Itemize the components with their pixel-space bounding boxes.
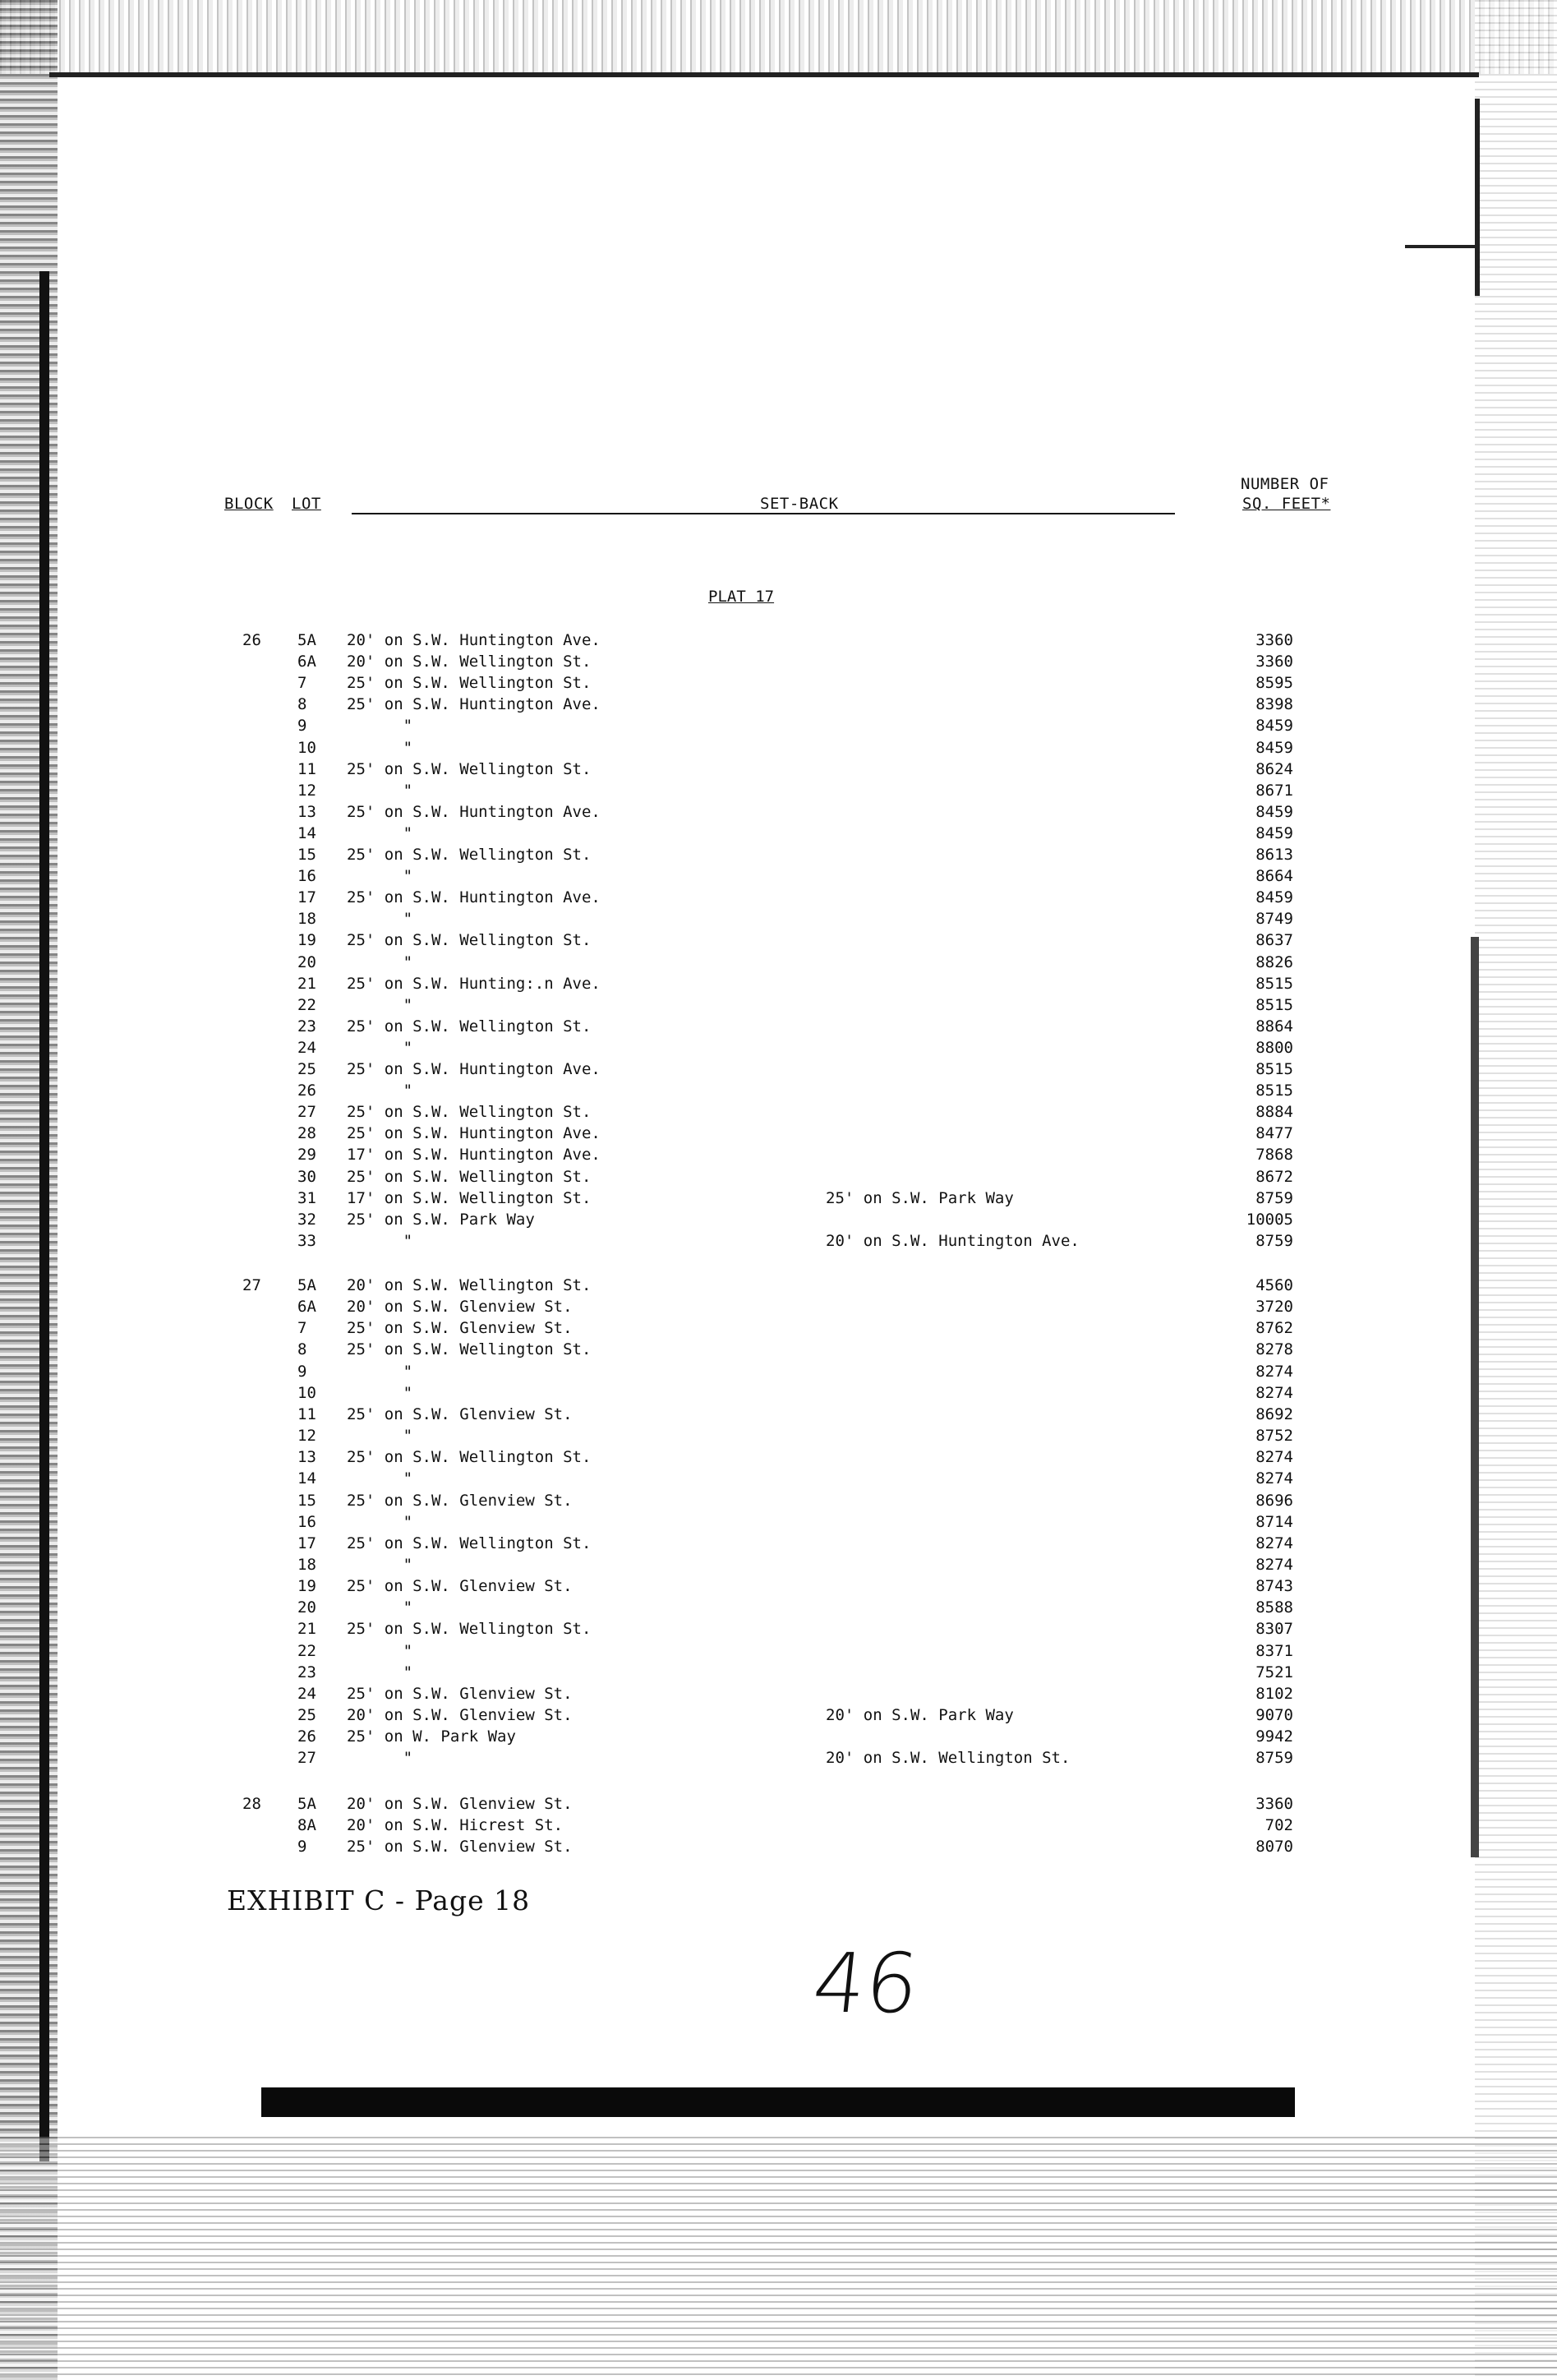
row-lot: 18 (297, 1555, 316, 1574)
table-row (0, 1533, 1557, 1554)
row-setback: 20' on S.W. Wellington St. (347, 1276, 592, 1294)
table-row (0, 1490, 1557, 1511)
row-setback: " (347, 1512, 413, 1531)
page-footer: EXHIBIT C - Page 18 (227, 1884, 531, 1916)
row-setback: 25' on S.W. Wellington St. (347, 1534, 592, 1552)
table-row (0, 1296, 1557, 1317)
row-setback-secondary: 20' on S.W. Park Way (826, 1706, 1014, 1724)
table-row (0, 1597, 1557, 1618)
row-lot: 32 (297, 1210, 316, 1229)
table-row (0, 1704, 1557, 1726)
row-lot: 7 (297, 1319, 307, 1338)
row-lot: 8 (297, 1340, 307, 1359)
table-row (0, 694, 1557, 715)
header-block: BLOCK (224, 495, 274, 513)
row-setback: 25' on S.W. Huntington Ave. (347, 1060, 601, 1078)
table-row (0, 823, 1557, 844)
row-setback: " (347, 738, 413, 757)
row-lot: 15 (297, 846, 316, 864)
row-setback: " (347, 995, 413, 1014)
row-setback: " (347, 1038, 413, 1057)
table-row (0, 1230, 1557, 1252)
row-lot: 14 (297, 823, 316, 842)
row-lot: 27 (297, 1103, 316, 1122)
row-lot: 9 (297, 1362, 307, 1381)
row-sq-feet: 8274 (1255, 1448, 1293, 1467)
row-lot: 21 (297, 1620, 316, 1639)
page-top-rule (49, 72, 1479, 77)
table-row (0, 1404, 1557, 1425)
row-sq-feet: 10005 (1246, 1210, 1293, 1229)
row-sq-feet: 7521 (1255, 1663, 1293, 1681)
row-setback: 20' on S.W. Glenview St. (347, 1298, 573, 1317)
row-sq-feet: 8459 (1255, 802, 1293, 821)
row-lot: 17 (297, 1534, 316, 1552)
row-lot: 7 (297, 674, 307, 693)
row-setback: 20' on S.W. Glenview St. (347, 1706, 573, 1724)
row-lot: 28 (297, 1124, 316, 1143)
table-row (0, 973, 1557, 994)
row-setback: 20' on S.W. Huntington Ave. (347, 631, 601, 649)
row-lot: 12 (297, 781, 316, 800)
row-sq-feet: 8624 (1255, 759, 1293, 778)
row-lot: 5A (297, 631, 316, 649)
table-row (0, 1080, 1557, 1101)
row-lot: 22 (297, 995, 316, 1014)
row-setback: " (347, 1082, 413, 1100)
row-lot: 14 (297, 1469, 316, 1488)
row-setback: " (347, 717, 413, 736)
table-row (0, 1059, 1557, 1080)
table-row (0, 1425, 1557, 1446)
row-lot: 15 (297, 1491, 316, 1510)
row-sq-feet: 8637 (1255, 931, 1293, 950)
table-row (0, 737, 1557, 759)
row-lot: 11 (297, 1404, 316, 1423)
row-sq-feet: 8762 (1255, 1319, 1293, 1338)
row-lot: 23 (297, 1663, 316, 1681)
row-setback: 25' on S.W. Glenview St. (347, 1404, 573, 1423)
row-sq-feet: 8274 (1255, 1469, 1293, 1488)
table-row (0, 1468, 1557, 1489)
row-setback: 20' on S.W. Wellington St. (347, 653, 592, 671)
row-sq-feet: 8515 (1255, 1060, 1293, 1078)
row-setback: " (347, 910, 413, 929)
row-sq-feet: 8800 (1255, 1038, 1293, 1057)
row-setback: 25' on S.W. Huntington Ave. (347, 802, 601, 821)
row-setback-secondary: 20' on S.W. Huntington Ave. (826, 1231, 1080, 1250)
row-sq-feet: 8588 (1255, 1598, 1293, 1617)
row-sq-feet: 8752 (1255, 1427, 1293, 1446)
table-row (0, 865, 1557, 887)
row-lot: 20 (297, 1598, 316, 1617)
row-lot: 12 (297, 1427, 316, 1446)
row-lot: 33 (297, 1231, 316, 1250)
row-setback: 25' on S.W. Wellington St. (347, 846, 592, 864)
row-sq-feet: 8864 (1255, 1017, 1293, 1035)
table-row (0, 1037, 1557, 1059)
row-sq-feet: 8696 (1255, 1491, 1293, 1510)
table-row (0, 780, 1557, 801)
table-row (0, 929, 1557, 951)
table-row (0, 1382, 1557, 1404)
row-setback: 25' on W. Park Way (347, 1727, 516, 1746)
row-sq-feet: 8398 (1255, 695, 1293, 714)
row-sq-feet: 7868 (1255, 1146, 1293, 1165)
row-lot: 5A (297, 1795, 316, 1813)
row-setback: " (347, 1383, 413, 1402)
row-block: 27 (242, 1276, 261, 1294)
row-lot: 16 (297, 1512, 316, 1531)
row-setback: " (347, 867, 413, 886)
row-lot: 10 (297, 1383, 316, 1402)
row-setback: 25' on S.W. Wellington St. (347, 1017, 592, 1035)
row-setback: " (347, 823, 413, 842)
row-setback: 25' on S.W. Glenview St. (347, 1491, 573, 1510)
row-lot: 20 (297, 952, 316, 971)
row-lot: 13 (297, 1448, 316, 1467)
table-row (0, 1793, 1557, 1815)
row-lot: 19 (297, 931, 316, 950)
table-row (0, 1618, 1557, 1640)
row-sq-feet: 8759 (1255, 1749, 1293, 1768)
table-row (0, 1554, 1557, 1575)
row-sq-feet: 8664 (1255, 867, 1293, 886)
row-block: 28 (242, 1795, 261, 1813)
row-lot: 6A (297, 1298, 316, 1317)
header-lot: LOT (292, 495, 321, 513)
row-setback: 25' on S.W. Glenview St. (347, 1577, 573, 1596)
row-setback: " (347, 952, 413, 971)
table-row (0, 672, 1557, 694)
row-setback: " (347, 1641, 413, 1660)
table-row (0, 801, 1557, 823)
row-lot: 8 (297, 695, 307, 714)
row-sq-feet: 8884 (1255, 1103, 1293, 1122)
row-sq-feet: 8692 (1255, 1404, 1293, 1423)
row-setback: 25' on S.W. Wellington St. (347, 1103, 592, 1122)
row-sq-feet: 8371 (1255, 1641, 1293, 1660)
row-setback-secondary: 25' on S.W. Park Way (826, 1188, 1014, 1207)
row-lot: 13 (297, 802, 316, 821)
row-lot: 10 (297, 738, 316, 757)
row-sq-feet: 8672 (1255, 1167, 1293, 1186)
table-row (0, 1511, 1557, 1533)
row-lot: 18 (297, 910, 316, 929)
row-sq-feet: 3360 (1255, 631, 1293, 649)
row-setback: 25' on S.W. Wellington St. (347, 1167, 592, 1186)
row-sq-feet: 8274 (1255, 1534, 1293, 1552)
row-setback: 25' on S.W. Wellington St. (347, 1340, 592, 1359)
row-setback: " (347, 781, 413, 800)
row-sq-feet: 8749 (1255, 910, 1293, 929)
row-setback: " (347, 1598, 413, 1617)
row-sq-feet: 8743 (1255, 1577, 1293, 1596)
row-sq-feet: 8515 (1255, 974, 1293, 993)
row-sq-feet: 8613 (1255, 846, 1293, 864)
table-row (0, 759, 1557, 780)
row-sq-feet: 3360 (1255, 653, 1293, 671)
row-setback: 25' on S.W. Wellington St. (347, 1620, 592, 1639)
scan-noise-bottom (0, 2137, 1557, 2380)
row-lot: 25 (297, 1706, 316, 1724)
table-row (0, 994, 1557, 1016)
plat-label: PLAT 17 (708, 588, 775, 606)
table-row (0, 1747, 1557, 1769)
table-row (0, 887, 1557, 908)
table-row (0, 1016, 1557, 1037)
row-block: 26 (242, 631, 261, 649)
row-setback: 25' on S.W. Wellington St. (347, 1448, 592, 1467)
row-sq-feet: 8459 (1255, 888, 1293, 907)
row-sq-feet: 8671 (1255, 781, 1293, 800)
row-setback: " (347, 1663, 413, 1681)
table-row (0, 1317, 1557, 1339)
row-sq-feet: 9942 (1255, 1727, 1293, 1746)
row-sq-feet: 8459 (1255, 823, 1293, 842)
row-lot: 27 (297, 1749, 316, 1768)
row-setback: 25' on S.W. Glenview St. (347, 1319, 573, 1338)
row-setback: 25' on S.W. Wellington St. (347, 674, 592, 693)
row-setback-secondary: 20' on S.W. Wellington St. (826, 1749, 1071, 1768)
row-setback: 17' on S.W. Huntington Ave. (347, 1146, 601, 1165)
row-lot: 11 (297, 759, 316, 778)
row-setback: 25' on S.W. Wellington St. (347, 931, 592, 950)
row-lot: 19 (297, 1577, 316, 1596)
row-sq-feet: 8274 (1255, 1555, 1293, 1574)
row-lot: 24 (297, 1684, 316, 1703)
table-row (0, 1166, 1557, 1188)
table-row (0, 1101, 1557, 1123)
row-setback: 20' on S.W. Hicrest St. (347, 1816, 564, 1835)
table-row (0, 1836, 1557, 1857)
row-sq-feet: 3360 (1255, 1795, 1293, 1813)
row-sq-feet: 8459 (1255, 717, 1293, 736)
row-lot: 8A (297, 1816, 316, 1835)
row-sq-feet: 8515 (1255, 995, 1293, 1014)
row-sq-feet: 8595 (1255, 674, 1293, 693)
row-lot: 26 (297, 1727, 316, 1746)
table-row (0, 908, 1557, 929)
table-row (0, 1640, 1557, 1662)
table-row (0, 1361, 1557, 1382)
row-lot: 29 (297, 1146, 316, 1165)
row-setback: 20' on S.W. Glenview St. (347, 1795, 573, 1813)
table-row (0, 1144, 1557, 1165)
row-sq-feet: 9070 (1255, 1706, 1293, 1724)
table-row (0, 1188, 1557, 1209)
table-row (0, 1575, 1557, 1597)
row-setback: " (347, 1749, 413, 1768)
table-row (0, 1815, 1557, 1836)
row-sq-feet: 8102 (1255, 1684, 1293, 1703)
table-row (0, 715, 1557, 736)
scan-black-band (261, 2087, 1295, 2117)
scan-noise-top (0, 0, 1557, 74)
row-sq-feet: 8826 (1255, 952, 1293, 971)
row-setback: 25' on S.W. Glenview St. (347, 1684, 573, 1703)
row-lot: 9 (297, 717, 307, 736)
page-right-tick (1405, 245, 1479, 248)
row-lot: 24 (297, 1038, 316, 1057)
row-sq-feet: 8307 (1255, 1620, 1293, 1639)
row-lot: 17 (297, 888, 316, 907)
row-setback: " (347, 1362, 413, 1381)
header-sq-feet: SQ. FEET* (1242, 495, 1331, 513)
row-setback: 25' on S.W. Wellington St. (347, 759, 592, 778)
row-sq-feet: 8515 (1255, 1082, 1293, 1100)
table-row (0, 1339, 1557, 1360)
row-sq-feet: 8759 (1255, 1231, 1293, 1250)
row-setback: 25' on S.W. Glenview St. (347, 1838, 573, 1856)
row-lot: 26 (297, 1082, 316, 1100)
row-sq-feet: 3720 (1255, 1298, 1293, 1317)
row-sq-feet: 8714 (1255, 1512, 1293, 1531)
handwritten-page-number: 46 (808, 1935, 924, 2032)
row-lot: 6A (297, 653, 316, 671)
row-setback: 25' on S.W. Huntington Ave. (347, 888, 601, 907)
page-right-rule (1475, 99, 1480, 296)
row-lot: 30 (297, 1167, 316, 1186)
row-setback: " (347, 1427, 413, 1446)
row-sq-feet: 702 (1264, 1816, 1293, 1835)
table-row (0, 1683, 1557, 1704)
row-setback: 25' on S.W. Hunting:.n Ave. (347, 974, 601, 993)
row-sq-feet: 8278 (1255, 1340, 1293, 1359)
row-setback: " (347, 1555, 413, 1574)
table-row (0, 1275, 1557, 1296)
row-setback: 25' on S.W. Huntington Ave. (347, 1124, 601, 1143)
row-lot: 16 (297, 867, 316, 886)
row-setback: 17' on S.W. Wellington St. (347, 1188, 592, 1207)
table-row (0, 1446, 1557, 1468)
header-setback-rule (352, 513, 1175, 514)
row-lot: 21 (297, 974, 316, 993)
row-sq-feet: 8759 (1255, 1188, 1293, 1207)
table-row (0, 1662, 1557, 1683)
row-lot: 5A (297, 1276, 316, 1294)
header-number-of: NUMBER OF (1241, 475, 1329, 493)
row-setback: 25' on S.W. Huntington Ave. (347, 695, 601, 714)
row-lot: 23 (297, 1017, 316, 1035)
table-row (0, 630, 1557, 651)
row-sq-feet: 8274 (1255, 1362, 1293, 1381)
row-sq-feet: 8477 (1255, 1124, 1293, 1143)
row-setback: " (347, 1469, 413, 1488)
row-lot: 31 (297, 1188, 316, 1207)
row-lot: 9 (297, 1838, 307, 1856)
row-lot: 25 (297, 1060, 316, 1078)
table-row (0, 1123, 1557, 1144)
header-setback: SET-BACK (760, 495, 839, 513)
table-row (0, 1209, 1557, 1230)
row-sq-feet: 8274 (1255, 1383, 1293, 1402)
row-setback: " (347, 1231, 413, 1250)
row-sq-feet: 8070 (1255, 1838, 1293, 1856)
table-row (0, 651, 1557, 672)
row-setback: 25' on S.W. Park Way (347, 1210, 535, 1229)
row-sq-feet: 4560 (1255, 1276, 1293, 1294)
table-row (0, 952, 1557, 973)
table-row (0, 1726, 1557, 1747)
row-lot: 22 (297, 1641, 316, 1660)
row-sq-feet: 8459 (1255, 738, 1293, 757)
table-row (0, 844, 1557, 865)
